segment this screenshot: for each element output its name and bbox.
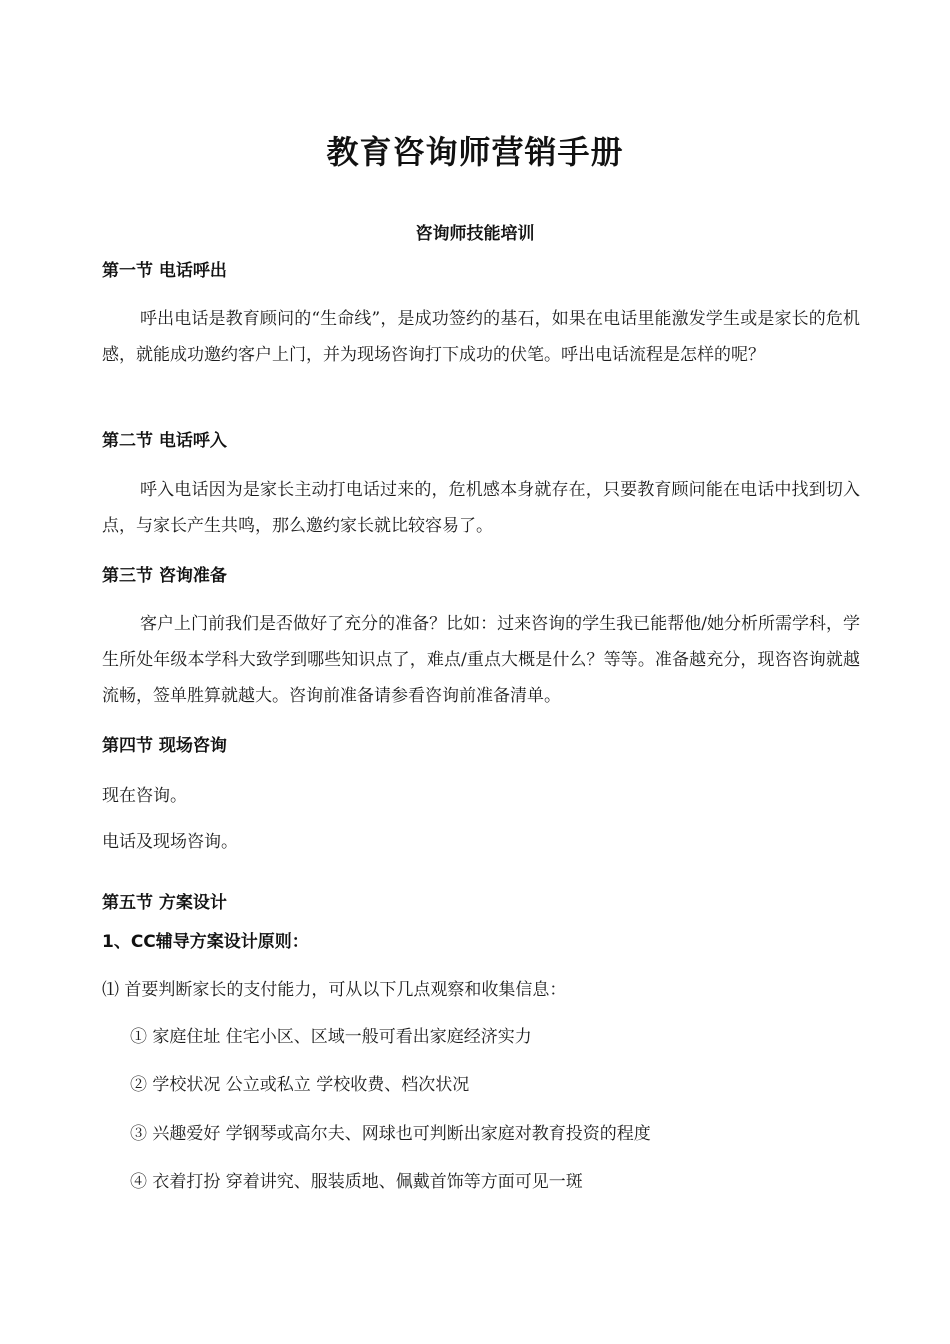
section-4-heading: 第四节 现场咨询: [102, 736, 227, 756]
list-item-2: ② 学校状况 公立或私立 学校收费、档次状况: [130, 1075, 470, 1095]
section-1-heading: 第一节 电话呼出: [102, 261, 227, 281]
document-title: 教育咨询师营销手册: [326, 133, 624, 171]
section-4-line-1: 现在咨询。: [102, 786, 187, 806]
section-5-heading: 第五节 方案设计: [102, 893, 227, 913]
section-2-paragraph: 呼入电话因为是家长主动打电话过来的，危机感本身就存在，只要教育顾问能在电话中找到切入点，与家长产生共鸣，那么邀约家长就比较容易了。: [102, 480, 860, 536]
list-item-1: ① 家庭住址 住宅小区、区域一般可看出家庭经济实力: [130, 1027, 532, 1047]
section-3-heading: 第三节 咨询准备: [102, 566, 227, 586]
document-subtitle: 咨询师技能培训: [415, 224, 535, 244]
section-5-point: ⑴ 首要判断家长的支付能力，可从以下几点观察和收集信息：: [102, 980, 567, 1000]
section-4-line-2: 电话及现场咨询。: [102, 832, 238, 852]
section-5-subheading: 1、CC辅导方案设计原则：: [102, 932, 309, 952]
section-1-paragraph: 呼出电话是教育顾问的“生命线”，是成功签约的基石，如果在电话里能激发学生或是家长的危机感，就能成功邀约客户上门，并为现场咨询打下成功的伏笔。呼出电话流程是怎样的呢？: [102, 309, 860, 365]
list-item-3: ③ 兴趣爱好 学钢琴或高尔夫、网球也可判断出家庭对教育投资的程度: [130, 1124, 651, 1144]
section-3-paragraph: 客户上门前我们是否做好了充分的准备？比如：过来咨询的学生我已能帮他/她分析所需学科，学生所处年级本学科大致学到哪些知识点了，难点/重点大概是什么？等等。准备越充分，现咨咨询就越流畅，签单胜算就越大。咨询前准备请参看咨询前准备清单。: [102, 614, 860, 706]
list-item-4: ④ 衣着打扮 穿着讲究、服装质地、佩戴首饰等方面可见一斑: [130, 1172, 583, 1192]
section-2-heading: 第二节 电话呼入: [102, 431, 227, 451]
